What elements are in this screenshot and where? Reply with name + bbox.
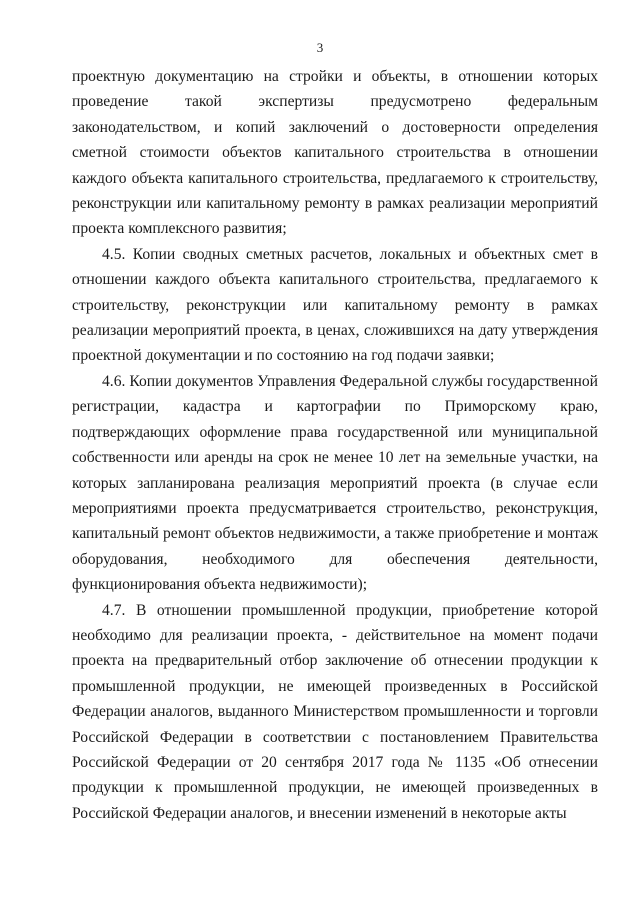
paragraph-4-5: 4.5. Копии сводных сметных расчетов, локальных и объектных смет в отношении каждого объекта капитального строительства, предлагаемого к строительству, реконструкции или капитальному ремонту в рамках реализации мероприятий проекта, в ценах, сложившихся на дату утверждения проектной документации и по состоянию на год подачи заявки;	[72, 245, 598, 365]
paragraph-4-7: 4.7. В отношении промышленной продукции, приобретение которой необходимо для реализации проекта, - действительное на момент подачи проекта на предварительный отбор заключение об отнесении продукции к промышленной продукции, не имеющей произведенных в Российской Федерации аналогов, выданного Министерством промышленности и торговли Российской Федерации в соответствии с постановлением Правительства Российской Федерации от 20 сентября 2017 года № 1135 «Об отнесении продукции к промышленной продукции, не имеющей произведенных в Российской Федерации аналогов, и внесении изменений в некоторые акты	[72, 601, 598, 822]
paragraph-continuation: проектную документацию на стройки и объекты, в отношении которых проведение такой экспертизы предусмотрено федеральным законодательством, и копий заключений о достоверности определения сметной стоимости объектов капитального строительства в отношении каждого объекта капитального строительства, предлагаемого к строительству, реконструкции или капитальному ремонту в рамках реализации мероприятий проекта комплексного развития;	[72, 68, 598, 238]
paragraph-4-6: 4.6. Копии документов Управления Федеральной службы государственной регистрации, кадастра и картографии по Приморскому краю, подтверждающих оформление права государственной или муниципальной собственности или аренды на срок не менее 10 лет на земельные участки, на которых запланирована реализация мероприятий проекта (в случае если мероприятиями проекта предусматривается строительство, реконструкция, капитальный ремонт объектов недвижимости, а также приобретение и монтаж оборудования, необходимого для обеспечения деятельности, функционирования объекта недвижимости);	[72, 372, 598, 594]
page-number: 3	[316, 40, 324, 55]
document-body	[72, 64, 598, 826]
